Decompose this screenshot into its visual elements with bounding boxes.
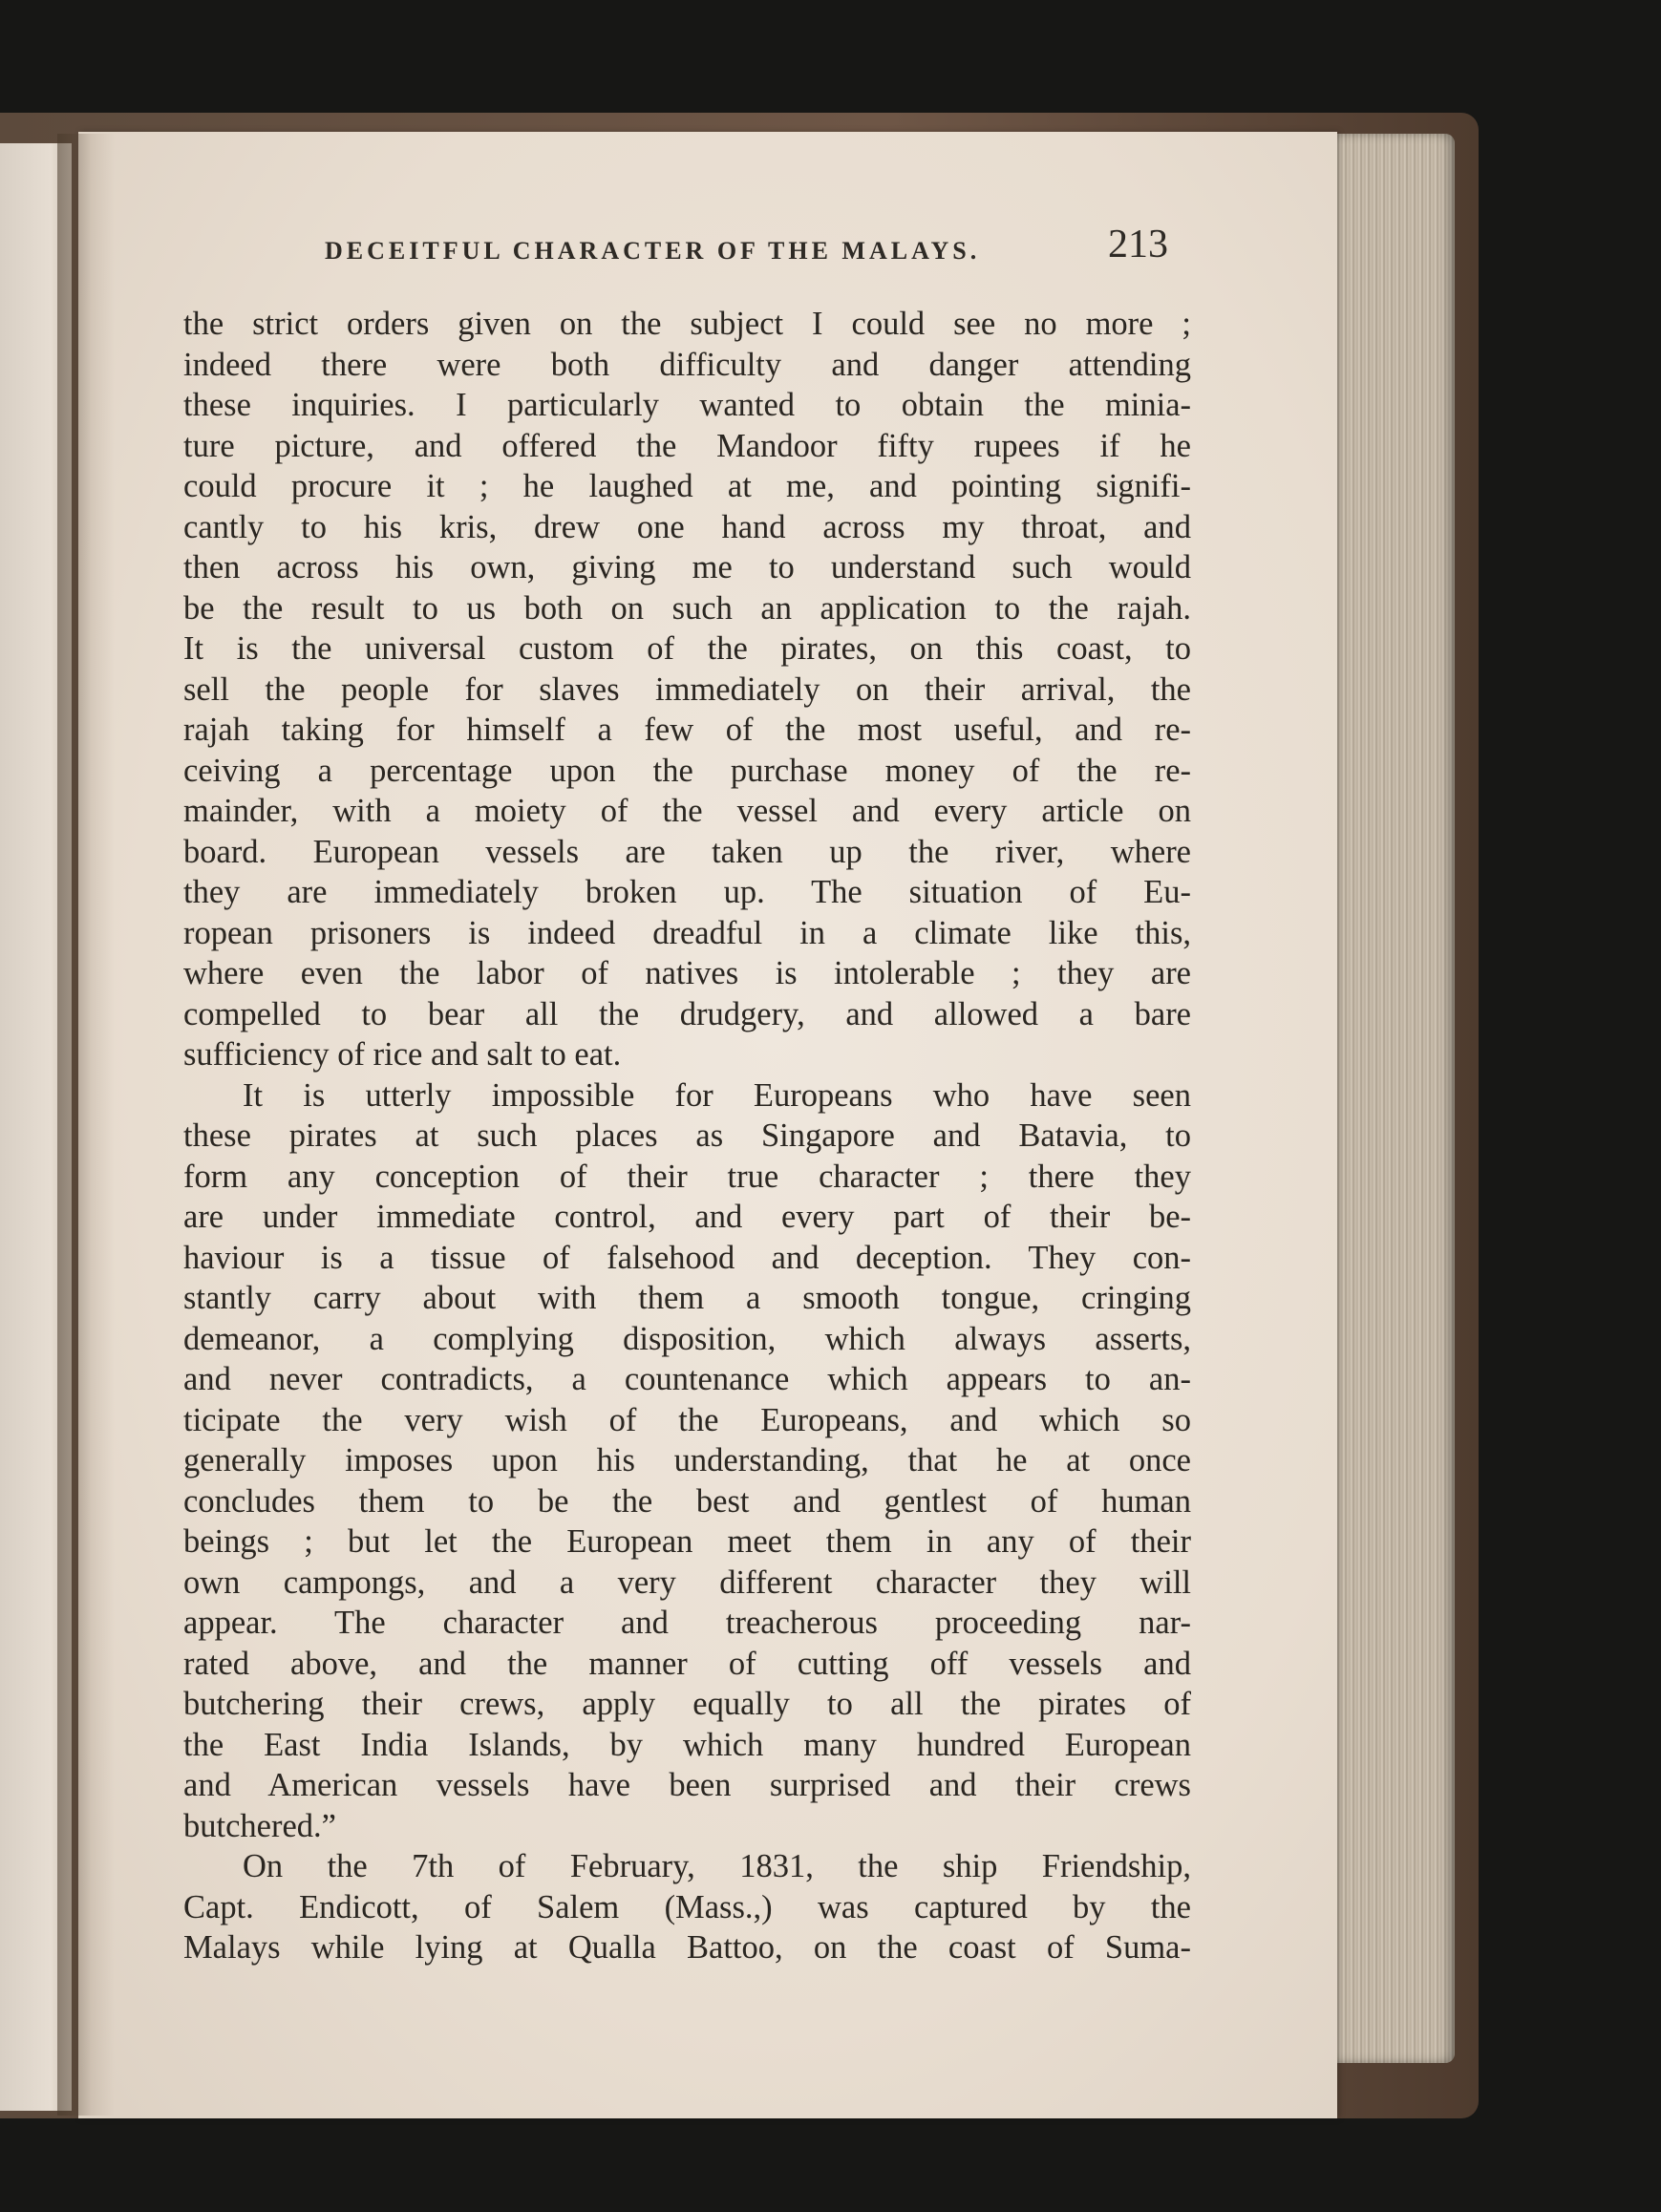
text-line: ture picture, and offered the Mandoor fifty rupees if he <box>183 427 1191 464</box>
text-line: sufficiency of rice and salt to eat. <box>183 1036 622 1073</box>
text-line: these inquiries. I particularly wanted to obtain the minia- <box>183 387 1191 423</box>
text-line: generally imposes upon his understanding, that he at once <box>183 1442 1191 1478</box>
gutter-shadow <box>57 134 115 2116</box>
text-line: they are immediately broken up. The situation of Eu- <box>183 874 1191 910</box>
text-line: It is the universal custom of the pirates, on this coast, to <box>183 630 1191 667</box>
text-line: haviour is a tissue of falsehood and deception. They con- <box>183 1239 1191 1276</box>
text-line: ceiving a percentage upon the purchase money of the re- <box>183 752 1191 789</box>
text-line: butchered.” <box>183 1807 336 1844</box>
text-line: Capt. Endicott, of Salem (Mass.,) was captured by the <box>183 1888 1191 1925</box>
text-line: beings ; but let the European meet them in any of their <box>183 1523 1191 1560</box>
text-line: On the 7th of February, 1831, the ship Friendship, <box>243 1848 1191 1884</box>
text-line: then across his own, giving me to understand such would <box>183 549 1191 585</box>
text-line: own campongs, and a very different character they will <box>183 1563 1191 1601</box>
text-line: ticipate the very wish of the Europeans, and which so <box>183 1401 1191 1438</box>
text-line: these pirates at such places as Singapore and Batavia, to <box>183 1117 1191 1154</box>
text-line: and never contradicts, a countenance which appears to an- <box>183 1361 1191 1397</box>
text-line: indeed there were both difficulty and danger attending <box>183 346 1191 383</box>
text-line: and American vessels have been surprised and their crews <box>183 1767 1191 1803</box>
text-line: are under immediate control, and every part of their be- <box>183 1199 1191 1235</box>
text-line: cantly to his kris, drew one hand across my throat, and <box>183 508 1191 545</box>
running-title: DECEITFUL CHARACTER OF THE MALAYS. <box>325 237 981 265</box>
text-line: appear. The character and treacherous proceeding nar- <box>183 1605 1191 1641</box>
page-edges <box>1332 134 1455 2063</box>
text-line: sell the people for slaves immediately on their arrival, the <box>183 670 1191 708</box>
text-line: concludes them to be the best and gentlest of human <box>183 1482 1191 1520</box>
text-line: board. European vessels are taken up the river, where <box>183 833 1191 870</box>
text-line: mainder, with a moiety of the vessel and every article on <box>183 793 1191 829</box>
text-line: form any conception of their true character ; there they <box>183 1158 1191 1195</box>
text-line: be the result to us both on such an application to the rajah. <box>183 589 1191 627</box>
text-line: demeanor, a complying disposition, which always asserts, <box>183 1320 1191 1357</box>
text-line: rated above, and the manner of cutting off vessels and <box>183 1645 1191 1682</box>
text-line: stantly carry about with them a smooth tongue, cringing <box>183 1280 1191 1316</box>
text-line: the strict orders given on the subject I could see no more ; <box>183 306 1191 342</box>
text-line: the East India Islands, by which many hundred European <box>183 1726 1191 1763</box>
body-text <box>183 304 1191 1968</box>
text-line: Malays while lying at Qualla Battoo, on the coast of Suma- <box>183 1929 1191 1966</box>
text-line: could procure it ; he laughed at me, and pointing signifi- <box>183 468 1191 504</box>
text-line: butchering their crews, apply equally to all the pirates of <box>183 1686 1191 1722</box>
text-line: rajah taking for himself a few of the most useful, and re- <box>183 712 1191 748</box>
page-number: 213 <box>1108 223 1168 266</box>
text-line: where even the labor of natives is intolerable ; they are <box>183 955 1191 991</box>
text-line: compelled to bear all the drudgery, and allowed a bare <box>183 995 1191 1032</box>
running-head <box>253 223 1208 285</box>
text-line: ropean prisoners is indeed dreadful in a climate like this, <box>183 914 1191 951</box>
text-line: It is utterly impossible for Europeans who have seen <box>243 1076 1191 1114</box>
